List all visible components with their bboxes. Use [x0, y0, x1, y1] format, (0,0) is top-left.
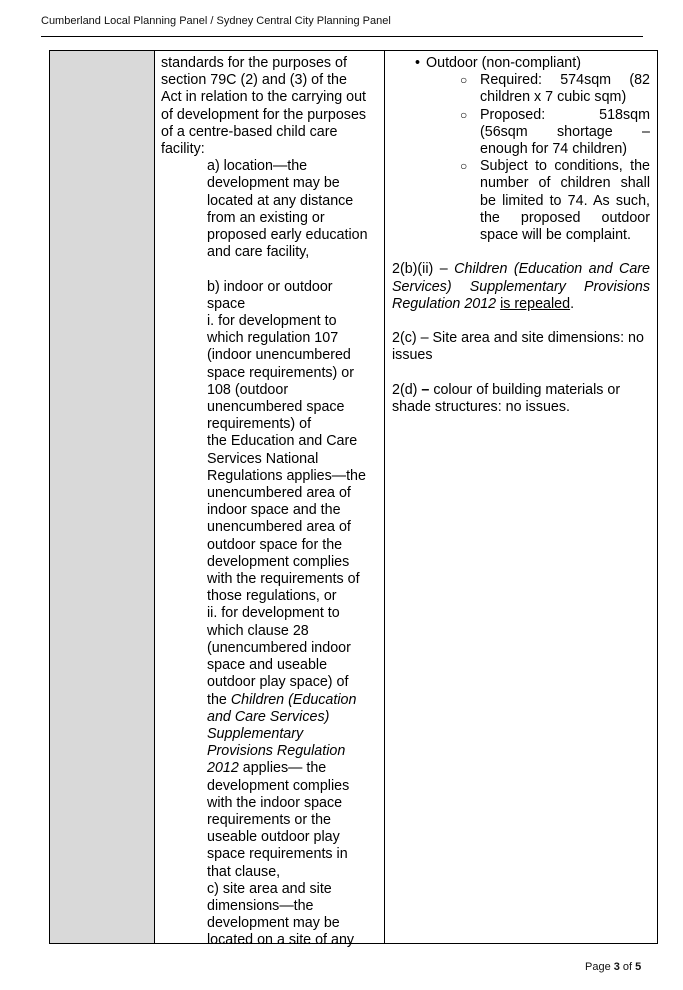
clause-b-line: development complies — [207, 553, 350, 570]
standards-intro — [161, 55, 378, 158]
clause-b-line: unencumbered area of — [207, 485, 351, 502]
spacer — [161, 261, 378, 278]
clause-b-line: which regulation 107 — [207, 330, 339, 347]
regulation-title: Supplementary — [207, 725, 304, 742]
intro-line: of a centre-based child care — [161, 123, 338, 140]
sub-item-proposed — [392, 107, 650, 159]
clause-b-line: space requirements in — [207, 846, 348, 863]
item-2b-ii-prefix: 2(b)(ii) – — [392, 261, 455, 278]
item-2d-text: colour of building materials or shade structures: no issues. — [392, 381, 621, 416]
sub-item-conditions — [392, 158, 650, 244]
sub-item-text: Proposed: 518sqm (56sqm shortage – enough for 74 children) — [480, 106, 650, 158]
clause-b-line: development complies — [207, 777, 350, 794]
clause-a-line: a) location—the — [207, 158, 308, 175]
intro-line: Act in relation to the carrying out — [161, 89, 367, 106]
regulation-title: Provisions Regulation — [207, 743, 346, 760]
clause-b-line: with the requirements of — [207, 571, 360, 588]
clause-b-line: the Education and Care — [207, 433, 358, 450]
item-2d — [392, 382, 650, 416]
header-rule — [41, 36, 643, 37]
clause-b-line: i. for development to — [207, 313, 337, 330]
page-total: 5 — [635, 961, 642, 973]
clause-c-line: located on a site of any — [207, 932, 355, 949]
outdoor-bullet — [392, 55, 650, 72]
spacer — [392, 313, 650, 330]
spacer — [392, 244, 650, 261]
clause-b-line: unencumbered space — [207, 399, 345, 416]
clause-b-the: the — [207, 691, 231, 708]
clause-b-line: (unencumbered indoor — [207, 639, 351, 656]
clause-b-line: outdoor space for the — [207, 536, 343, 553]
clause-b-italic-line — [207, 726, 378, 743]
spacer — [392, 365, 650, 382]
clause-b-line: useable outdoor play — [207, 829, 340, 846]
clause-c — [161, 881, 378, 950]
clause-b-line: b) indoor or outdoor — [207, 278, 333, 295]
clause-b-line: 108 (outdoor — [207, 381, 289, 398]
clause-b-line: requirements or the — [207, 811, 331, 828]
clause-a-line: from an existing or — [207, 209, 325, 226]
clause-c-line: development may be — [207, 915, 340, 932]
clause-b-line: Services National — [207, 450, 319, 467]
clause-b-line: space and useable — [207, 657, 328, 674]
grey-label-column — [50, 51, 155, 943]
clause-a-line: development may be — [207, 175, 340, 192]
hollow-bullet-icon: ○ — [460, 73, 468, 88]
page-footer — [585, 961, 641, 973]
clause-b-line: with the indoor space — [207, 794, 343, 811]
hollow-bullet-icon: ○ — [460, 107, 468, 122]
intro-line: of development for the purposes — [161, 106, 367, 123]
intro-line: section 79C (2) and (3) of the — [161, 72, 347, 89]
clause-a-line: and care facility, — [207, 244, 310, 261]
clause-b-line: (indoor unencumbered — [207, 347, 351, 364]
clause-b-italic-line — [207, 709, 378, 726]
clause-b — [161, 279, 378, 881]
clause-b-line: requirements) of — [207, 416, 312, 433]
clause-b-italic-line — [207, 743, 378, 760]
of-word: of — [619, 961, 636, 973]
intro-line: facility: — [161, 141, 205, 158]
clause-b-line: Regulations applies—the — [207, 467, 366, 484]
clause-b-line: space requirements) or — [207, 364, 355, 381]
clause-a — [161, 158, 378, 261]
page-number: 3 — [613, 961, 620, 973]
item-2b-ii-end: . — [570, 295, 575, 312]
clause-c-line: dimensions—the — [207, 897, 314, 914]
item-2c: 2(c) – Site area and site dimensions: no issues — [392, 330, 644, 364]
clause-a-line: located at any distance — [207, 192, 354, 209]
page-header: Cumberland Local Planning Panel / Sydney Central City Planning Panel — [41, 15, 391, 27]
clause-b-line: indoor space and the — [207, 502, 341, 519]
clause-b-applies: applies— the — [238, 760, 327, 777]
repealed-text: is repealed — [500, 295, 571, 312]
clause-b-line: which clause 28 — [207, 622, 309, 639]
clause-b-line: unencumbered area of — [207, 519, 351, 536]
sub-item-required — [392, 72, 650, 106]
regulation-title: and Care Services) — [207, 708, 330, 725]
clause-a-line: proposed early education — [207, 227, 368, 244]
clause-b-line: space — [207, 295, 246, 312]
sub-item-text: Required: 574sqm (82 children x 7 cubic sqm) — [480, 72, 650, 106]
hollow-bullet-icon: ○ — [460, 159, 468, 174]
outdoor-label: Outdoor (non-compliant) — [426, 55, 581, 71]
item-2b-ii — [392, 261, 650, 313]
regulation-title: Children (Education — [230, 691, 357, 708]
intro-line: standards for the purposes of — [161, 55, 347, 71]
clause-b-line: outdoor play space) of — [207, 674, 349, 691]
regulation-title: Children (Education and Care Services) Supplementary Provisions Regulation 2012 — [392, 261, 650, 312]
regulation-year: 2012 — [207, 760, 239, 777]
clause-b-lines — [207, 279, 378, 692]
assessment-column — [385, 51, 657, 943]
page-word: Page — [585, 961, 614, 973]
standards-column — [155, 51, 385, 949]
clause-b-the-line — [207, 692, 378, 709]
clause-c-line: c) site area and site — [207, 880, 332, 897]
clause-b-year-line — [207, 760, 378, 777]
item-2d-prefix: 2(d) — [392, 381, 422, 398]
bullet-icon: • — [415, 55, 421, 71]
sub-item-text: Subject to conditions, the number of children shall be limited to 74. As such, the proposed outdoor space will be complaint. — [480, 158, 650, 244]
clause-b-line: that clause, — [207, 863, 281, 880]
assessment-table — [49, 50, 658, 949]
clause-b-line: ii. for development to — [207, 605, 340, 622]
item-2d-dash: – — [421, 381, 430, 398]
clause-b-line: those regulations, or — [207, 588, 337, 605]
